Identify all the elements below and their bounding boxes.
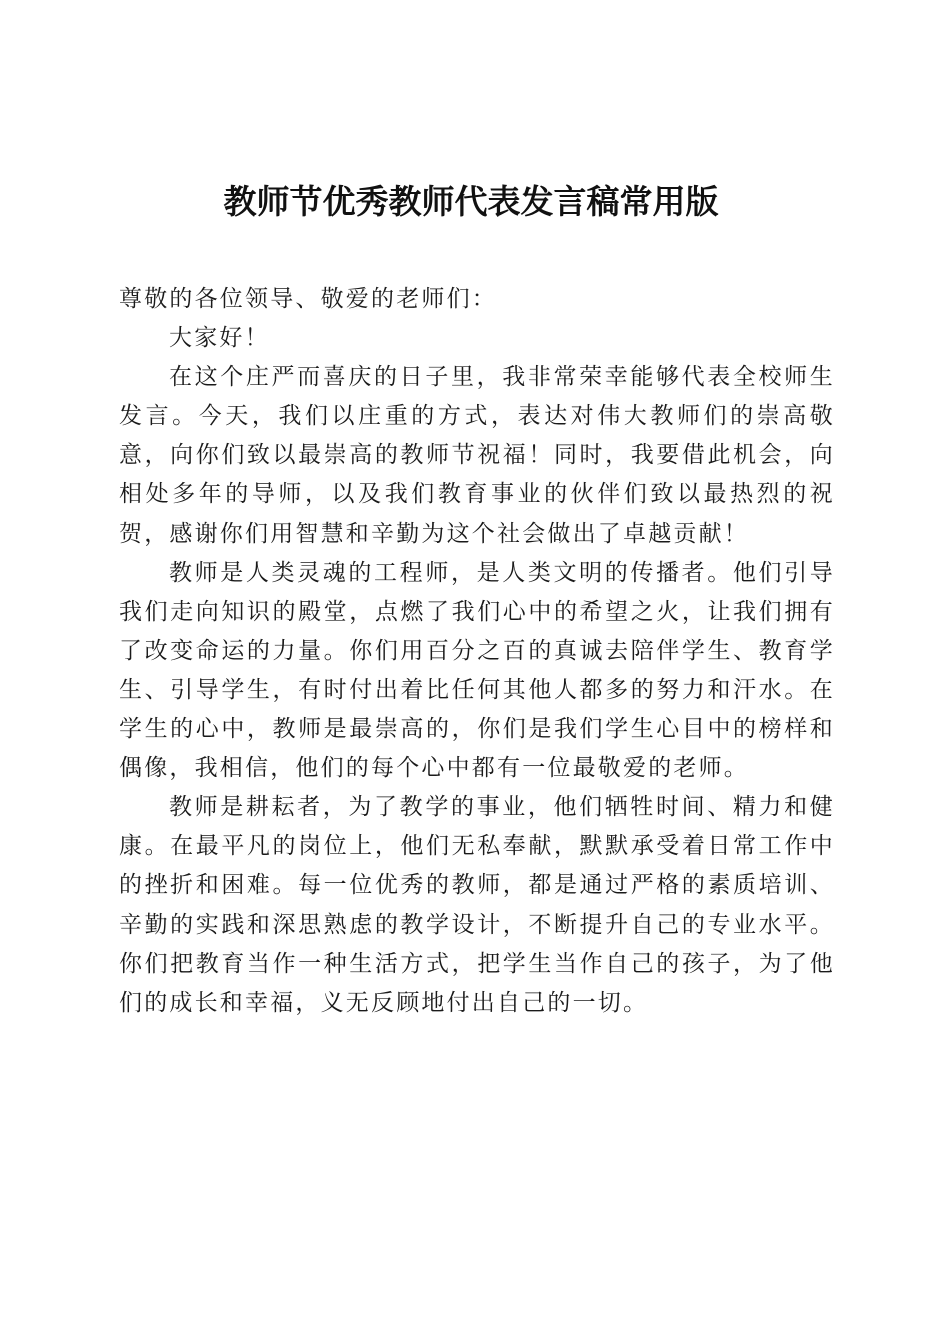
document-body [119,280,835,1023]
document-title: 教师节优秀教师代表发言稿常用版 [223,182,719,221]
paragraph-1: 在这个庄严而喜庆的日子里，我非常荣幸能够代表全校师生发言。今天，我们以庄重的方式，表达对伟大教师们的崇高敬意，向你们致以最崇高的教师节祝福！同时，我要借此机会，向相处多年的导师，以及我们教育事业的伙伴们致以最热烈的祝贺，感谢你们用智慧和辛勤为这个社会做出了卓越贡献！ [119,364,835,547]
greeting: 大家好！ [169,325,270,352]
paragraph-3: 教师是耕耘者，为了教学的事业，他们牺牲时间、精力和健康。在最平凡的岗位上，他们无私奉献，默默承受着日常工作中的挫折和困难。每一位优秀的教师，都是通过严格的素质培训、辛勤的实践和深思熟虑的教学设计，不断提升自己的专业水平。你们把教育当作一种生活方式，把学生当作自己的孩子，为了他们的成长和幸福，义无反顾地付出自己的一切。 [119,794,835,1016]
salutation: 尊敬的各位领导、敬爱的老师们： [119,286,497,312]
paragraph-2: 教师是人类灵魂的工程师，是人类文明的传播者。他们引导我们走向知识的殿堂，点燃了我们心中的希望之火，让我们拥有了改变命运的力量。你们用百分之百的真诚去陪伴学生、教育学生、引导学生，有时付出着比任何其他人都多的努力和汗水。在学生的心中，教师是最崇高的，你们是我们学生心目中的榜样和偶像，我相信，他们的每个心中都有一位最敬爱的老师。 [119,559,835,782]
